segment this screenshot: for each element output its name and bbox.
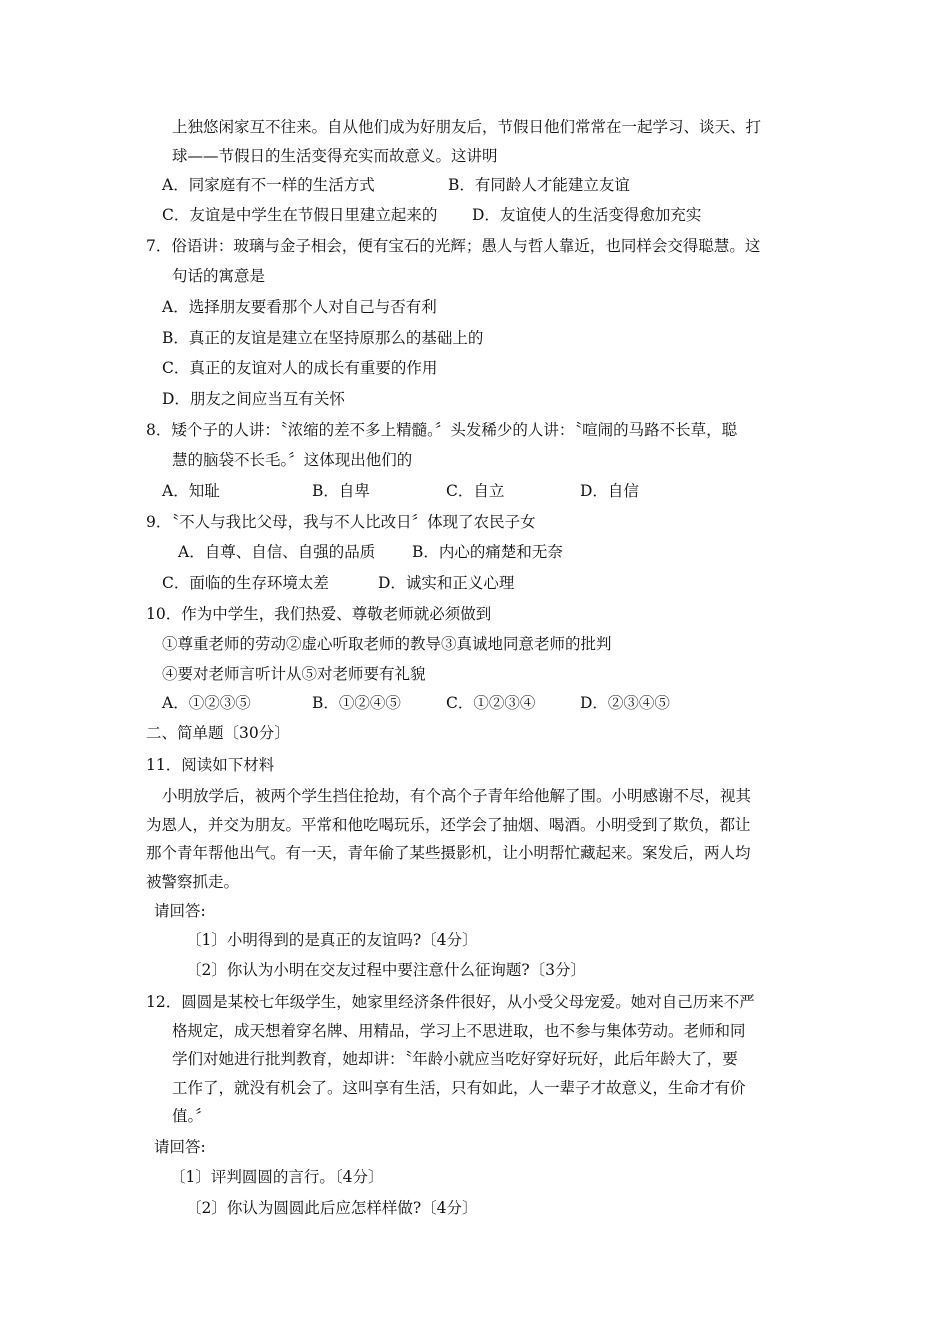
q9-stem: 9．〝不人与我比父母，我与不人比改日〞体现了农民子女 xyxy=(146,513,536,531)
q9-option-c: C．面临的生存环境太差 xyxy=(162,574,329,592)
q12-stem-line-1: 12．圆圆是某校七年级学生，她家里经济条件很好，从小受父母宠爱。她对自己历来不严 xyxy=(146,993,755,1011)
q7-option-c: C．真正的友谊对人的成长有重要的作用 xyxy=(162,359,438,377)
q12-subquestion-2: 〔2〕你认为圆圆此后应怎样样做?〔4分〕 xyxy=(186,1199,478,1217)
q8-stem-line-2: 慧的脑袋不长毛。〞这体现出他们的 xyxy=(172,451,413,469)
q9-option-a: A．自尊、自信、自强的品质 xyxy=(178,543,376,561)
q6-text-line-2: 球——节假日的生活变得充实而故意义。这讲明 xyxy=(172,147,498,165)
q7-stem-line-1: 7．俗语讲：玻璃与金子相会，便有宝石的光辉；愚人与哲人靠近，也同样会交得聪慧。这 xyxy=(146,237,761,255)
q12-stem-line-5: 值。〞 xyxy=(172,1107,211,1125)
q12-stem-line-4: 工作了，就没有机会了。这叫享有生活，只有如此，人一辈子才故意义，生命才有价 xyxy=(172,1079,746,1097)
q6-option-d: D．友谊使人的生活变得愈加充实 xyxy=(472,206,702,224)
q11-answer-prompt: 请回答: xyxy=(154,902,206,920)
q11-material-line-1: 小明放学后，被两个学生挡住抢劫，有个高个子青年给他解了围。小明感谢不尽，视其 xyxy=(162,787,752,805)
q10-items-line-1: ①尊重老师的劳动②虚心听取老师的教导③真诚地同意老师的批判 xyxy=(162,635,612,653)
q12-stem-line-3: 学们对她进行批判教育，她却讲：〝年龄小就应当吃好穿好玩好，此后年龄大了，要 xyxy=(172,1050,738,1068)
q10-option-a: A．①②③⑤ xyxy=(162,694,251,712)
q10-option-d: D．②③④⑤ xyxy=(580,694,670,712)
q9-option-b: B．内心的痛楚和无奈 xyxy=(412,543,563,561)
q6-option-c: C．友谊是中学生在节假日里建立起来的 xyxy=(162,206,438,224)
q8-option-b: B．自卑 xyxy=(312,482,370,500)
q12-subquestion-1: 〔1〕评判圆圆的言行。〔4分〕 xyxy=(170,1168,384,1186)
q10-option-c: C．①②③④ xyxy=(446,694,536,712)
q8-option-a: A．知耻 xyxy=(162,482,220,500)
q7-option-a: A．选择朋友要看那个人对自己与否有利 xyxy=(162,298,437,316)
q6-option-a: A．同家庭有不一样的生活方式 xyxy=(162,176,375,194)
q11-material-line-4: 被警察抓走。 xyxy=(146,873,240,891)
q8-option-d: D．自信 xyxy=(580,482,639,500)
section-heading: 二、简单题〔30分〕 xyxy=(146,724,290,742)
q8-option-c: C．自立 xyxy=(446,482,505,500)
q10-stem: 10．作为中学生，我们热爱、尊敬老师就必须做到 xyxy=(146,605,492,623)
q7-option-d: D．朋友之间应当互有关怀 xyxy=(162,390,345,408)
q7-option-b: B．真正的友谊是建立在坚持原那么的基础上的 xyxy=(162,329,484,347)
q11-stem: 11．阅读如下材料 xyxy=(146,756,275,774)
q10-items-line-2: ④要对老师言听计从⑤对老师要有礼貌 xyxy=(162,665,426,683)
q11-subquestion-2: 〔2〕你认为小明在交友过程中要注意什么征询题?〔3分〕 xyxy=(186,961,587,979)
q6-option-b: B．有同龄人才能建立友谊 xyxy=(448,176,630,194)
q10-option-b: B．①②④⑤ xyxy=(312,694,401,712)
q8-stem-line-1: 8．矮个子的人讲：〝浓缩的差不多上精髓。〞头发稀少的人讲：〝喧闹的马路不长草，聪 xyxy=(146,421,738,439)
q6-text-line-1: 上独悠闲家互不往来。自从他们成为好朋友后，节假日他们常常在一起学习、谈天、打 xyxy=(172,118,762,136)
q11-material-line-3: 那个青年帮他出气。有一天，青年偷了某些摄影机，让小明帮忙藏起来。案发后，两人均 xyxy=(146,844,751,862)
q11-subquestion-1: 〔1〕小明得到的是真正的友谊吗?〔4分〕 xyxy=(186,931,478,949)
q7-stem-line-2: 句话的寓意是 xyxy=(172,267,266,285)
q11-material-line-2: 为恩人，并交为朋友。平常和他吃喝玩乐，还学会了抽烟、喝酒。小明受到了欺负，都让 xyxy=(146,816,751,834)
q12-stem-line-2: 格规定，成天想着穿名牌、用精品，学习上不思进取，也不参与集体劳动。老师和同 xyxy=(172,1022,746,1040)
q9-option-d: D．诚实和正义心理 xyxy=(378,574,515,592)
q12-answer-prompt: 请回答: xyxy=(154,1138,206,1156)
